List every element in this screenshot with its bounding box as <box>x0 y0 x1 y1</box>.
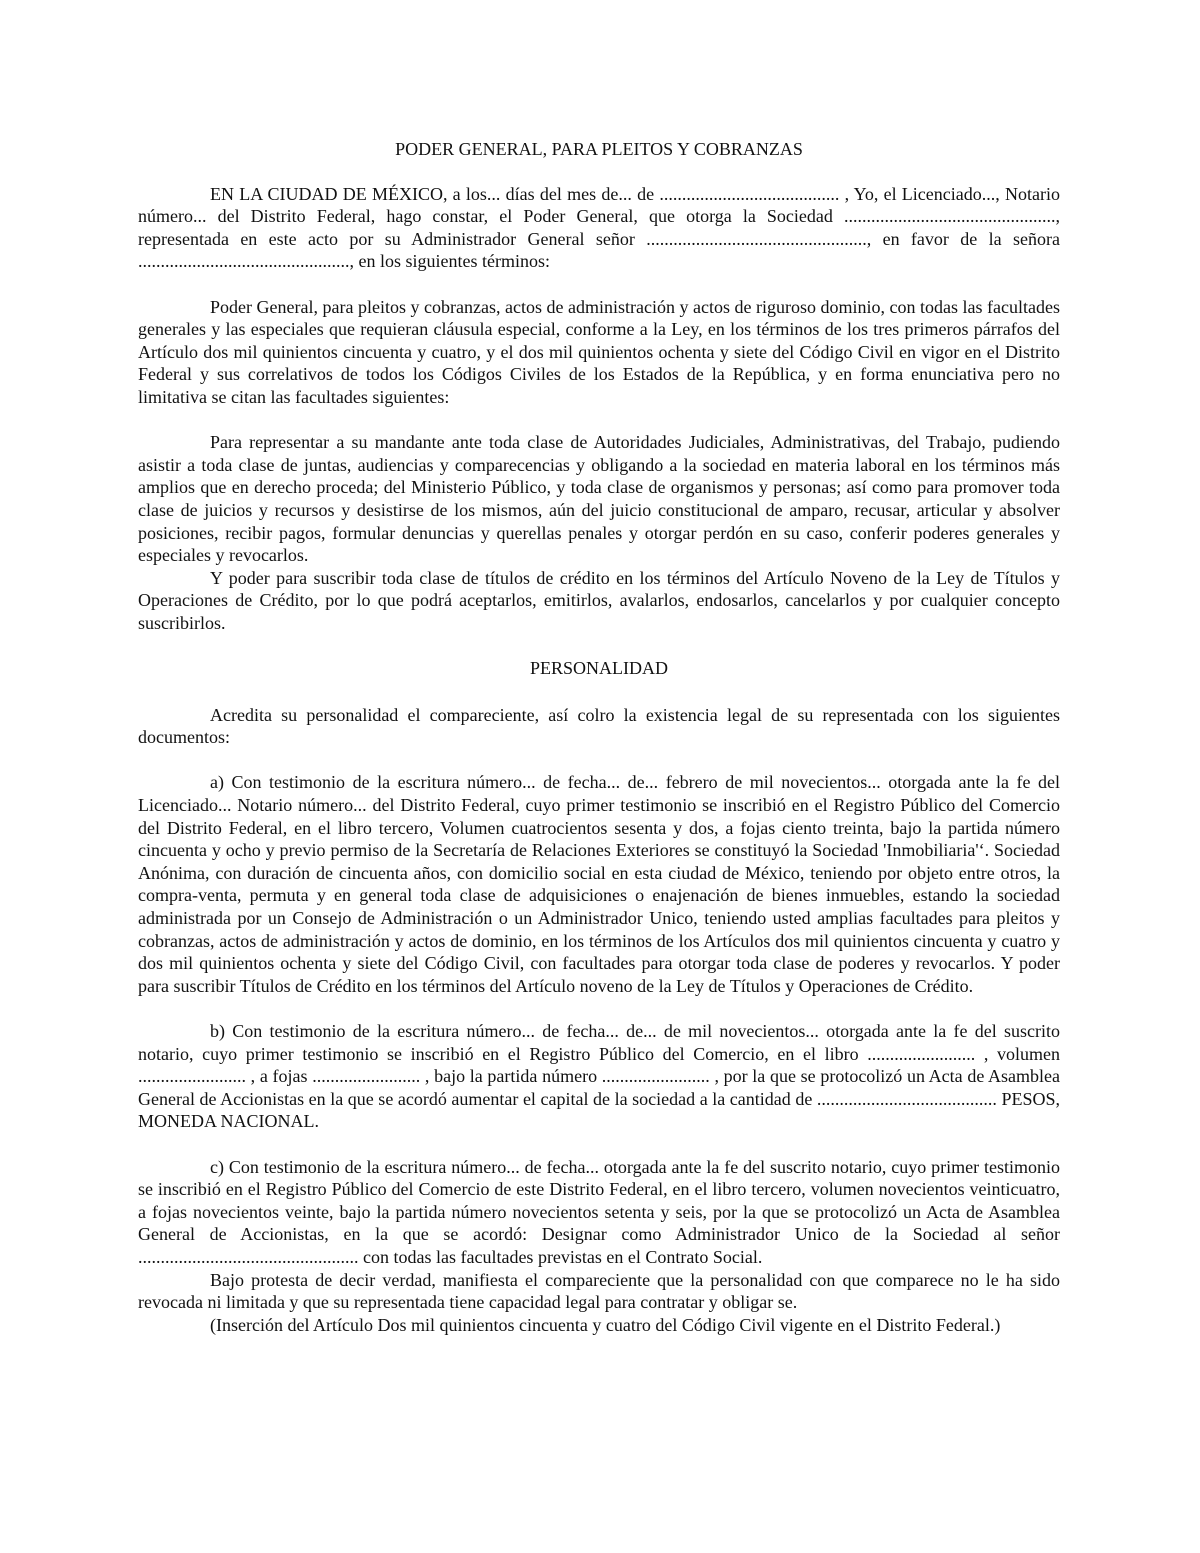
document-page <box>138 138 1060 1336</box>
insercion-paragraph: (Inserción del Artículo Dos mil quinientos cincuenta y cuatro del Código Civil vigente en el Distrito Federal.) <box>210 1314 1001 1335</box>
personalidad-heading: PERSONALIDAD <box>529 658 668 679</box>
item-a-paragraph: a) Con testimonio de la escritura número... de fecha... de... febrero de mil novecientos... otorgada ante la fe del Licenciado... Notario número... del Distrito Federal, cuyo primer testimonio se inscribió en el Registro Público del Comercio del Distrito Federal, en el libro tercero, Volumen cuatrocientos sesenta y dos, a fojas ciento treinta, bajo la partida número cincuenta y ocho y previo permiso de la Secretaría de Relaciones Exteriores se constituyó la Sociedad 'Inmobiliaria'‘. Sociedad Anónima, con duración de cincuenta años, con domicilio social en esta ciudad de México, teniendo por objeto entre otros, la compra-venta, permuta y en general toda clase de adquisiciones o enajenación de bienes inmuebles, estando la sociedad administrada por un Consejo de Administración o un Administrador Unico, teniendo usted amplias facultades para pleitos y cobranzas, actos de administración y actos de dominio, en los términos de los Artículos dos mil quinientos cincuenta y cuatro y dos mil quinientos ochenta y siete del Código Civil, con facultades para otorgar toda clase de poderes y revocarlos. Y poder para suscribir Títulos de Crédito en los términos del Artículo noveno de la Ley de Títulos y Operaciones de Crédito. <box>138 772 1060 996</box>
intro-paragraph: EN LA CIUDAD DE MÉXICO, a los... días del mes de... de ........................................ , Yo, el Licenciado..., Notario número... del Distrito Federal, hago constar, el Poder General, que otorga la Sociedad ..............................................., representada en este acto por su Administrador General señor ................................................., en favor de la señora ..............................................., en los siguientes términos: <box>138 183 1060 272</box>
protesta-paragraph: Bajo protesta de decir verdad, manifiesta el compareciente que la personalidad con que comparece no le ha sido revocada ni limitada y que su representada tiene capacidad legal para contratar y obligar se. <box>138 1269 1060 1313</box>
titulos-paragraph: Y poder para suscribir toda clase de títulos de crédito en los términos del Artículo Noveno de la Ley de Títulos y Operaciones de Crédito, por lo que podrá aceptarlos, emitirlos, avalarlos, endosarlos, cancelarlos y por cualquier concepto suscribirlos. <box>138 567 1060 633</box>
item-b-paragraph: b) Con testimonio de la escritura número... de fecha... de... de mil novecientos... otorgada ante la fe del suscrito notario, cuyo primer testimonio se inscribió en el Registro Público del Comercio, en el libro ........................ , volumen ........................ , a fojas ........................ , bajo la partida número ........................ , por la que se protocolizó un Acta de Asamblea General de Accionistas en la que se acordó aumentar el capital de la sociedad a la cantidad de ........................................ PESOS, MONEDA NACIONAL. <box>138 1020 1060 1132</box>
document-title: PODER GENERAL, PARA PLEITOS Y COBRANZAS <box>395 139 803 159</box>
poder-general-paragraph: Poder General, para pleitos y cobranzas, actos de administración y actos de riguroso dominio, con todas las facultades generales y las especiales que requieran cláusula especial, conforme a la Ley, en los términos de los tres primeros párrafos del Artículo dos mil quinientos cincuenta y cuatro, y el dos mil quinientos ochenta y siete del Código Civil en vigor en el Distrito Federal y sus correlativos de todos los Códigos Civiles de los Estados de la República, y en forma enunciativa pero no limitativa se citan las facultades siguientes: <box>138 296 1060 407</box>
item-c-paragraph: c) Con testimonio de la escritura número... de fecha... otorgada ante la fe del suscrito notario, cuyo primer testimonio se inscribió en el Registro Público del Comercio de este Distrito Federal, en el libro tercero, volumen novecientos veinticuatro, a fojas novecientos veinte, bajo la partida número novecientos setenta y seis, por la que se protocolizó un Acta de Asamblea General de Accionistas, en la que se acordó: Designar como Administrador Unico de la Sociedad al señor ................................................. con todas las facultades previstas en el Contrato Social. <box>138 1156 1060 1267</box>
representar-paragraph: Para representar a su mandante ante toda clase de Autoridades Judiciales, Administrativas, del Trabajo, pudiendo asistir a toda clase de juntas, audiencias y comparecencias y obligando a la sociedad en materia laboral en los términos más amplios que en derecho proceda; del Ministerio Público, y toda clase de organismos y personas; así como para promover toda clase de juicios y recursos y desistirse de los mismos, aún del juicio constitucional de amparo, recusar, articular y absolver posiciones, recibir pagos, formular denuncias y querellas penales y otorgar perdón en su caso, conferir poderes generales y especiales y revocarlos. <box>138 432 1060 566</box>
acredita-paragraph: Acredita su personalidad el compareciente, así colro la existencia legal de su representada con los siguientes documentos: <box>138 704 1060 748</box>
